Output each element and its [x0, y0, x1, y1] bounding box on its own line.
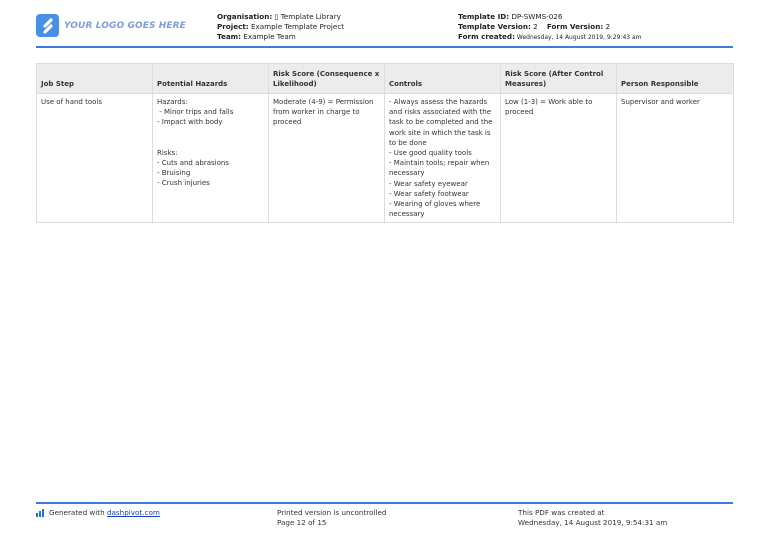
template-id-line: Template ID: DP-SWMS-026	[458, 12, 563, 21]
footer-print-info	[277, 508, 386, 528]
table-row	[37, 94, 734, 223]
team-line: Team: Example Team	[217, 32, 296, 41]
column-header-job-step: Job Step	[37, 64, 153, 94]
organisation-line: Organisation: ▯ Template Library	[217, 12, 341, 21]
cell-person-responsible: Supervisor and worker	[617, 94, 734, 223]
document-header	[36, 10, 733, 46]
header-divider	[36, 46, 733, 48]
column-header-risk-score: Risk Score (Consequence x Likelihood)	[269, 64, 385, 94]
hazard-item: - Impact with body	[157, 118, 223, 127]
control-item: - Wearing of gloves where necessary	[389, 200, 483, 219]
version-line: Template Version: 2 Form Version: 2	[458, 22, 611, 31]
cell-controls	[385, 94, 501, 223]
dashpivot-bars-icon	[36, 509, 44, 517]
control-item: - Wear safety eyewear	[389, 179, 468, 188]
cell-risk-score: Moderate (4-9) = Permission from worker in charge to proceed	[269, 94, 385, 223]
meta-left	[217, 12, 344, 42]
column-header-potential-hazards: Potential Hazards	[153, 64, 269, 94]
swms-table	[36, 63, 734, 223]
footer-pdf-created	[518, 508, 667, 528]
logo-icon	[36, 14, 59, 37]
footer-divider	[36, 502, 733, 504]
page-number: Page 12 of 15	[277, 518, 327, 527]
hazards-title: Hazards:	[157, 98, 188, 106]
hazard-item: - Minor trips and falls	[157, 108, 234, 117]
pdf-created-value: Wednesday, 14 August 2019, 9:54:31 am	[518, 518, 668, 527]
footer-generated: Generated with dashpivot.com	[36, 508, 160, 518]
cell-potential-hazards	[153, 94, 269, 223]
uncontrolled-note: Printed version is uncontrolled	[277, 508, 387, 517]
project-line: Project: Example Template Project	[217, 22, 345, 31]
logo	[36, 14, 186, 37]
logo-text: YOUR LOGO GOES HERE	[64, 20, 186, 31]
cell-job-step: Use of hand tools	[37, 94, 153, 223]
control-item: - Use good quality tools	[389, 149, 472, 158]
column-header-risk-score-after: Risk Score (After Control Measures)	[501, 64, 617, 94]
column-header-person-responsible: Person Responsible	[617, 64, 734, 94]
pdf-created-label: This PDF was created at	[518, 508, 605, 517]
control-item: - Maintain tools; repair when necessary	[389, 159, 492, 178]
form-created-line: Form created: Wednesday, 14 August 2019, 9:29:43 am	[458, 32, 642, 41]
dashpivot-link[interactable]: dashpivot.com	[106, 508, 160, 517]
meta-right	[458, 12, 642, 43]
control-item: - Always assess the hazards and risks associated with the task to be completed and the work site in which the task is to be done	[389, 98, 495, 147]
cell-risk-score-after: Low (1-3) = Work able to proceed	[501, 94, 617, 223]
spacer	[157, 128, 265, 148]
column-header-controls: Controls	[385, 64, 501, 94]
risk-item: - Crush injuries	[157, 179, 210, 188]
risk-item: - Cuts and abrasions	[157, 158, 229, 167]
control-item: - Wear safety footwear	[389, 189, 469, 198]
risks-title: Risks:	[157, 148, 178, 157]
risk-item: - Bruising	[157, 169, 191, 178]
table-header-row	[37, 64, 734, 94]
